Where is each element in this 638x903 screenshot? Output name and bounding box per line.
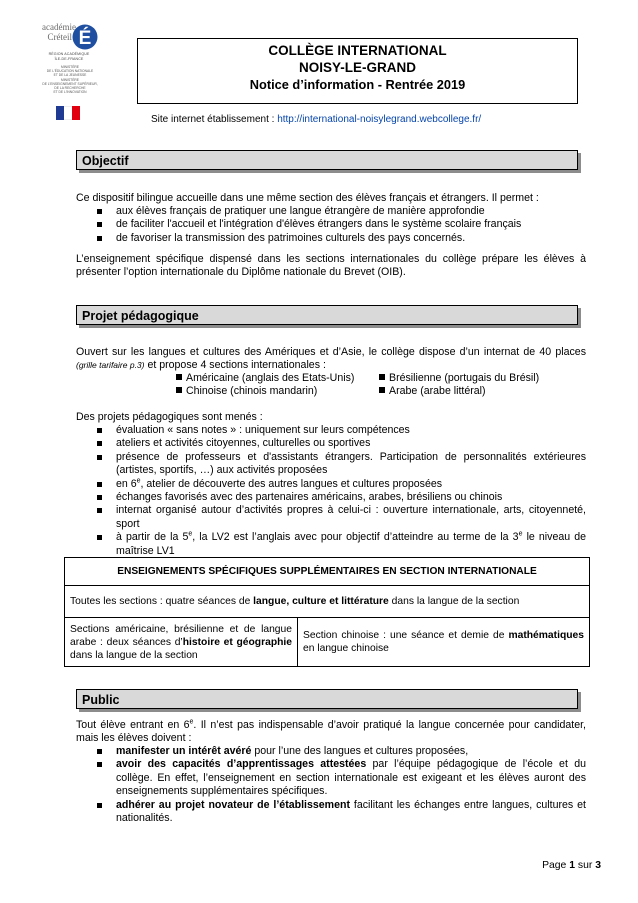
academie-e-mark-icon <box>72 22 98 52</box>
ministry-name: MINISTÈRE DE L'ÉDUCATION NATIONALE ET DE LA JEUNESSE MINISTÈRE DE L'ENSEIGNEMENT SUPÉRIEUR, DE LA RECHERCHE ET DE L'INNOVATION <box>42 65 98 95</box>
list-item: internat organisé autour d’activités propres à celui-ci : ouverture internationale, arts, citoyenneté, sport <box>76 504 586 531</box>
title-line-1: COLLÈGE INTERNATIONAL <box>268 43 447 58</box>
item-text: facilitant les échanges entre langues, cultures et nationalités. <box>116 798 586 825</box>
list-item: de faciliter l'accueil et l'intégration d'élèves étrangers dans le système scolaire français <box>76 218 586 231</box>
cell-bold: mathématiques <box>508 630 584 641</box>
svg-text:É: É <box>78 28 92 49</box>
cell-text: dans la langue de la section <box>388 596 520 607</box>
projects-intro: Des projets pédagogiques sont menés : <box>76 411 263 423</box>
objectif-paragraph-line-2: présenter l’option internationale du Diplôme nationale du Brevet (OIB). <box>76 266 406 278</box>
cell-text: dans la langue de la section <box>70 649 198 661</box>
section-heading-objectif: Objectif <box>76 150 578 170</box>
cell-text: Section chinoise : une séance et demie de <box>303 630 509 641</box>
title-line-3: Notice d’information - Rentrée 2019 <box>249 77 466 92</box>
section-option <box>176 385 317 398</box>
page-sep: sur <box>575 860 596 871</box>
tarif-note: (grille tarifaire p.3) <box>76 360 145 370</box>
flag-red <box>72 106 80 120</box>
option-label: Chinoise (chinois mandarin) <box>186 385 318 397</box>
academie-logo <box>38 22 100 122</box>
list-item: ateliers et activités citoyennes, culturelles ou sportives <box>76 437 586 450</box>
option-label: Américaine (anglais des Etats-Unis) <box>186 372 355 384</box>
projet-intro-line-2 <box>76 359 586 372</box>
list-item: échanges favorisés avec des partenaires américains, arabes, brésiliens ou chinois <box>76 491 586 504</box>
list-item <box>76 745 586 758</box>
academie-name: académie Créteil <box>42 22 76 42</box>
option-label: Brésilienne (portugais du Brésil) <box>389 372 540 384</box>
page-label: Page <box>542 860 570 871</box>
section-heading-public: Public <box>76 689 578 709</box>
projet-intro-rest: et propose 4 sections internationales : <box>144 359 326 371</box>
objectif-list <box>76 205 586 245</box>
website-line <box>151 114 481 125</box>
enseignements-table <box>64 557 590 667</box>
flag-blue <box>56 106 64 120</box>
objectif-intro: Ce dispositif bilingue accueille dans une même section des élèves français et étrangers. Il permet : <box>76 192 539 204</box>
page-number <box>542 860 601 871</box>
item-bold: avoir des capacités d’apprentissages attestées <box>116 758 367 771</box>
square-bullet-icon <box>379 374 385 380</box>
french-flag-icon <box>56 106 80 120</box>
section-option <box>176 372 354 385</box>
list-item: évaluation « sans notes » : uniquement sur leurs compétences <box>76 424 586 437</box>
square-bullet-icon <box>379 387 385 393</box>
region-name: RÉGION ACADÉMIQUE ÎLE-DE-FRANCE <box>48 52 90 61</box>
title-line-2: NOISY-LE-GRAND <box>298 60 416 75</box>
table-cell-americaine <box>65 618 298 667</box>
projet-intro-line-1: Ouvert sur les langues et cultures des Amériques et d’Asie, le collège dispose d’un internat de 40 places <box>76 346 586 358</box>
title-box <box>137 38 578 104</box>
flag-white <box>64 106 72 120</box>
item-bold: adhérer au projet novateur de l’établissement <box>116 798 350 811</box>
page-total: 3 <box>595 860 601 871</box>
list-item: présence de professeurs et d'assistants étrangers. Participation de personnalités extérieures (artistes, sportifs, …) aux activités proposées <box>76 451 586 478</box>
list-item: en 6e, atelier de découverte des autres langues et cultures proposées <box>76 478 586 491</box>
objectif-paragraph-line-1: L’enseignement spécifique dispensé dans les sections internationales du collège prépare les élèves à <box>76 253 586 265</box>
item-text: par l’équipe pédagogique de l’école et du collège. En effet, l’enseignement en section internationale est exigeant et les élèves auront des enseignements supplémentaires spécifiques. <box>116 758 586 798</box>
section-option <box>379 385 486 398</box>
table-header: ENSEIGNEMENTS SPÉCIFIQUES SUPPLÉMENTAIRES EN SECTION INTERNATIONALE <box>65 558 590 586</box>
cell-bold: langue, culture et littérature <box>253 596 389 607</box>
list-item <box>76 799 586 826</box>
cell-text: Toutes les sections : quatre séances de <box>70 596 254 607</box>
page-current: 1 <box>569 860 575 871</box>
table-row-all-sections <box>65 586 590 618</box>
website-label: Site internet établissement : <box>151 114 278 125</box>
public-list <box>76 745 586 825</box>
item-bold: manifester un intérêt avéré <box>116 745 252 757</box>
website-link[interactable]: http://international-noisylegrand.webcollege.fr/ <box>277 114 482 125</box>
table-cell-chinoise <box>298 618 590 667</box>
square-bullet-icon <box>176 374 182 380</box>
public-intro-line-1: Tout élève entrant en 6e. Il n’est pas indispensable d’avoir pratiqué la langue concernée pour candidater, <box>76 718 586 731</box>
item-text: pour l’une des langues et cultures proposées, <box>251 745 469 757</box>
list-item: aux élèves français de pratiquer une langue étrangère de manière approfondie <box>76 205 586 218</box>
list-item <box>76 758 586 798</box>
projects-list <box>76 424 586 558</box>
public-intro-line-2: mais les élèves doivent : <box>76 732 192 744</box>
option-label: Arabe (arabe littéral) <box>389 385 486 397</box>
cell-bold: histoire et géographie <box>182 636 292 648</box>
cell-text: Sections américaine, brésilienne et de langue arabe : deux séances d’ <box>70 623 292 648</box>
cell-text: en langue chinoise <box>303 643 389 654</box>
section-option <box>379 372 539 385</box>
list-item: à partir de la 5e, la LV2 est l’anglais avec pour objectif d’atteindre au terme de la 3e le niveau de maîtrise LV1 <box>76 531 586 558</box>
square-bullet-icon <box>176 387 182 393</box>
section-heading-projet: Projet pédagogique <box>76 305 578 325</box>
list-item: de favoriser la transmission des patrimoines culturels des pays concernés. <box>76 232 586 245</box>
